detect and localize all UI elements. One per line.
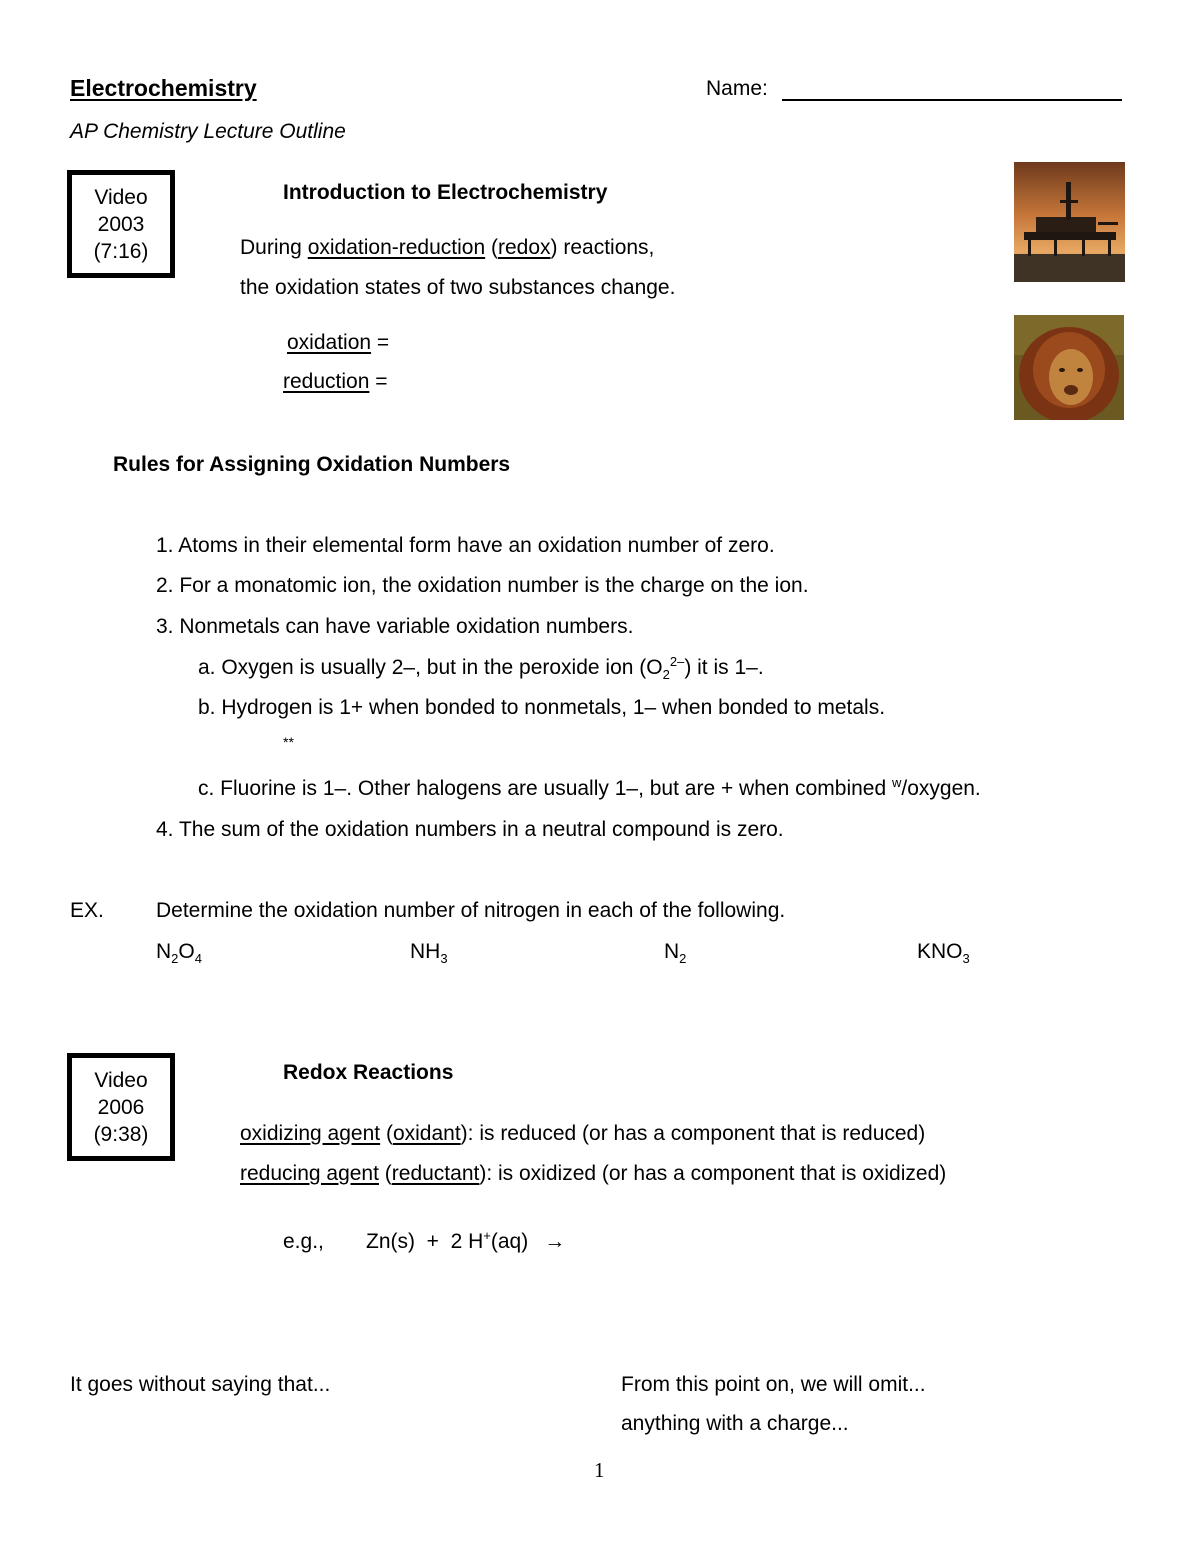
example-equation: Zn(s) + 2 H+(aq) → bbox=[366, 1228, 566, 1253]
video-label: Video bbox=[94, 185, 148, 209]
video-duration: (7:16) bbox=[93, 239, 149, 263]
footer-right-text-2: anything with a charge... bbox=[621, 1412, 849, 1435]
example-label: EX. bbox=[70, 899, 104, 922]
arrow-icon: → bbox=[544, 1230, 566, 1253]
oxidation-definition: oxidation = bbox=[287, 331, 390, 354]
rule-3: 3. Nonmetals can have variable oxidation numbers. bbox=[156, 615, 634, 638]
video-number: 2003 bbox=[97, 212, 145, 236]
section-heading-intro: Introduction to Electrochemistry bbox=[283, 181, 608, 204]
section-heading-redox: Redox Reactions bbox=[283, 1061, 454, 1084]
reducing-agent-definition: reducing agent (reductant): is oxidized (or has a component that is oxidized) bbox=[240, 1162, 947, 1185]
video-box-2003[interactable] bbox=[67, 170, 175, 278]
compound-n2: $N_2$ bbox=[664, 940, 687, 967]
rule-3a: a. Oxygen is usually 2–, but in the peroxide ion $(O_2^{2-})$ it is 1–. bbox=[198, 654, 764, 683]
stars-note: ** bbox=[283, 734, 294, 750]
video-box-2006[interactable] bbox=[67, 1053, 175, 1161]
compound-nh3: $NH_3$ bbox=[410, 940, 448, 967]
compound-kno3: $KNO_3$ bbox=[917, 940, 970, 967]
oil-rig-photo bbox=[1014, 162, 1125, 282]
example-prompt: Determine the oxidation number of nitrogen in each of the following. bbox=[156, 899, 786, 922]
name-label: Name: bbox=[706, 77, 768, 100]
rule-3b: b. Hydrogen is 1+ when bonded to nonmetals, 1– when bonded to metals. bbox=[198, 696, 886, 719]
intro-line-2: the oxidation states of two substances change. bbox=[240, 276, 676, 299]
page-title: Electrochemistry bbox=[70, 75, 257, 101]
section-heading-rules: Rules for Assigning Oxidation Numbers bbox=[113, 453, 511, 476]
oxidizing-agent-definition: oxidizing agent (oxidant): is reduced (or has a component that is reduced) bbox=[240, 1122, 926, 1145]
rule-1: 1. Atoms in their elemental form have an oxidation number of zero. bbox=[156, 534, 775, 557]
compound-n2o4: $N_2O_4$ bbox=[156, 940, 202, 967]
rule-2: 2. For a monatomic ion, the oxidation number is the charge on the ion. bbox=[156, 574, 809, 597]
intro-line-1: During oxidation-reduction (redox) reactions, bbox=[240, 236, 655, 259]
reduction-definition: reduction = bbox=[283, 370, 388, 393]
rule-3c: c. Fluorine is 1–. Other halogens are usually 1–, but are + when combined $^w$/oxygen. bbox=[198, 775, 981, 800]
rule-4: 4. The sum of the oxidation numbers in a neutral compound is zero. bbox=[156, 818, 784, 841]
video-label: Video bbox=[94, 1068, 148, 1092]
page-number: 1 bbox=[594, 1458, 605, 1482]
footer-left-text: It goes without saying that... bbox=[70, 1373, 331, 1396]
name-field-line[interactable] bbox=[782, 99, 1122, 101]
video-number: 2006 bbox=[97, 1095, 145, 1119]
footer-right-text-1: From this point on, we will omit... bbox=[621, 1373, 926, 1396]
lion-photo bbox=[1014, 315, 1124, 420]
video-duration: (9:38) bbox=[93, 1122, 149, 1146]
example-eg: e.g., bbox=[283, 1230, 324, 1253]
subtitle: AP Chemistry Lecture Outline bbox=[70, 120, 346, 143]
